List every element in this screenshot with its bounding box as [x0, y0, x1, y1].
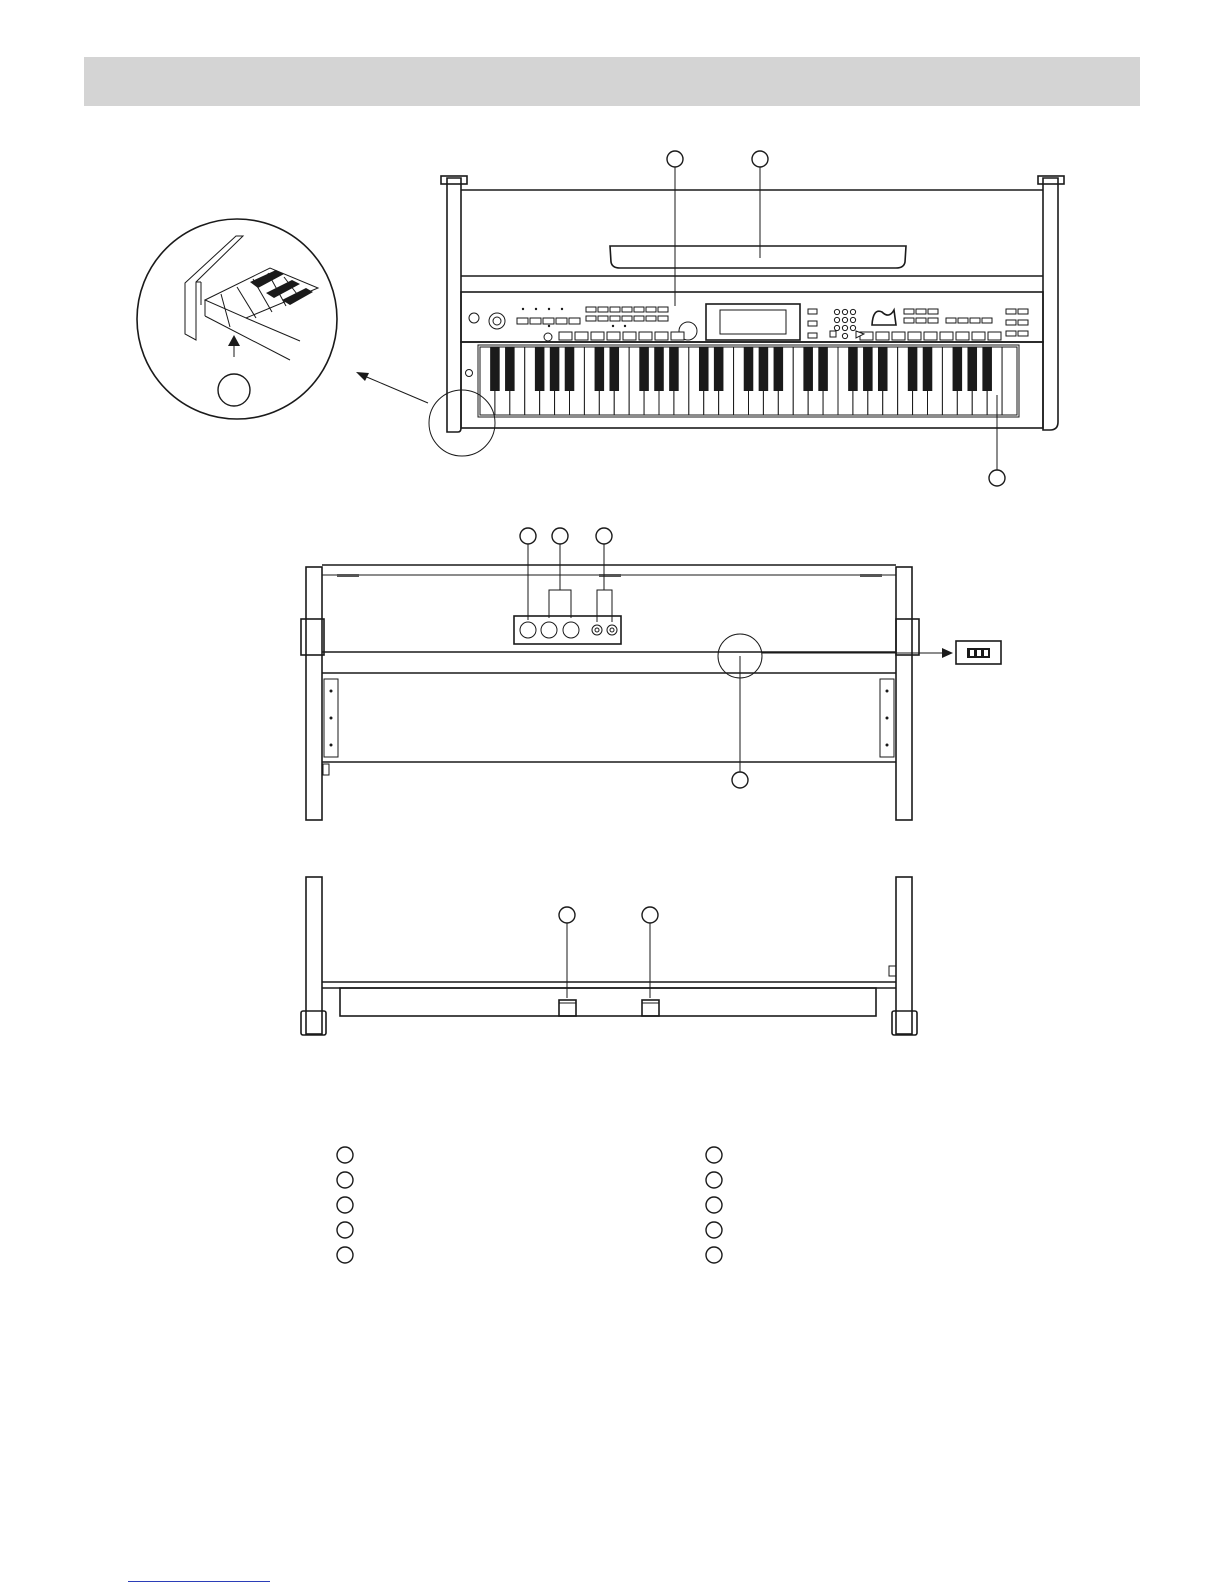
black-key — [505, 347, 515, 391]
arrow-icon — [356, 372, 369, 381]
panel-button — [892, 332, 905, 340]
panel-button — [622, 316, 632, 321]
front-view — [356, 151, 1064, 486]
panel-button — [834, 317, 839, 322]
black-key — [595, 347, 605, 391]
black-key — [953, 347, 963, 391]
keyboard-keys — [480, 347, 1017, 415]
callout-marker — [752, 151, 768, 167]
panel-button — [808, 333, 817, 338]
panel-button — [586, 316, 596, 321]
black-key — [699, 347, 709, 391]
panel-button — [808, 321, 817, 326]
panel-button — [924, 332, 937, 340]
panel-button — [1006, 320, 1016, 325]
panel-button — [850, 325, 855, 330]
right-leg — [896, 567, 912, 820]
panel-button — [1006, 331, 1016, 336]
audio-jack-icon — [607, 625, 617, 635]
headphone-jack-icon — [466, 370, 473, 377]
black-key — [654, 347, 664, 391]
legend-marker — [337, 1197, 353, 1213]
black-key — [848, 347, 858, 391]
panel-button — [634, 316, 644, 321]
panel-button — [916, 318, 926, 323]
callout-marker — [667, 151, 683, 167]
panel-button — [598, 316, 608, 321]
black-key — [744, 347, 754, 391]
panel-button — [958, 318, 968, 323]
footer-link-underline — [128, 1581, 270, 1582]
black-key — [565, 347, 575, 391]
panel-button — [850, 309, 855, 314]
panel-button — [842, 333, 847, 338]
panel-button — [988, 332, 1001, 340]
black-key — [490, 347, 500, 391]
panel-button — [543, 318, 554, 324]
panel-button — [834, 309, 839, 314]
panel-button — [904, 309, 914, 314]
panel-button — [834, 325, 839, 330]
black-key — [609, 347, 619, 391]
panel-button — [607, 332, 620, 340]
black-key — [550, 347, 560, 391]
panel-button — [1006, 309, 1016, 314]
callout-marker — [989, 470, 1005, 486]
callout-marker — [218, 374, 250, 406]
black-key — [669, 347, 679, 391]
panel-button — [842, 309, 847, 314]
legend-marker — [337, 1247, 353, 1263]
panel-button — [830, 331, 836, 337]
panel-button — [972, 332, 985, 340]
logo-icon — [872, 310, 896, 325]
panel-button — [982, 318, 992, 323]
panel-button — [956, 332, 969, 340]
audio-jack-icon — [592, 625, 602, 635]
panel-button — [842, 317, 847, 322]
right-side-post — [1043, 178, 1058, 430]
legend-marker — [337, 1147, 353, 1163]
detail-zoom-marker — [429, 390, 495, 456]
legend-marker — [706, 1172, 722, 1188]
callout-marker — [642, 907, 658, 923]
panel-button — [850, 317, 855, 322]
left-leg — [306, 567, 322, 820]
panel-button — [876, 332, 889, 340]
panel-button — [904, 318, 914, 323]
panel-button — [842, 325, 847, 330]
callout-marker — [596, 528, 612, 544]
panel-button — [646, 307, 656, 312]
panel-button — [591, 332, 604, 340]
legend-marker — [706, 1247, 722, 1263]
panel-button — [658, 307, 668, 312]
midi-port-icon — [563, 622, 579, 638]
pedal-box — [340, 988, 876, 1016]
legend-marker — [706, 1197, 722, 1213]
black-key — [923, 347, 933, 391]
panel-button — [598, 307, 608, 312]
indicator-led — [522, 308, 524, 310]
panel-button — [622, 307, 632, 312]
panel-button — [517, 318, 528, 324]
rear-jack-panel — [514, 616, 621, 644]
panel-button — [634, 307, 644, 312]
left-side-post — [447, 178, 461, 432]
black-key — [908, 347, 918, 391]
panel-button — [575, 332, 588, 340]
legend-marker — [337, 1222, 353, 1238]
arrow-up-icon — [228, 335, 240, 346]
panel-button — [623, 332, 636, 340]
music-rest — [610, 246, 906, 268]
panel-button — [586, 307, 596, 312]
panel-button — [544, 333, 552, 341]
panel-button — [610, 307, 620, 312]
callout-marker — [520, 528, 536, 544]
panel-button — [808, 309, 817, 314]
panel-button — [569, 318, 580, 324]
panel-button — [940, 332, 953, 340]
legend — [337, 1147, 722, 1263]
volume-knob-icon — [489, 313, 505, 329]
black-key — [639, 347, 649, 391]
indicator-led — [548, 308, 550, 310]
legend-marker — [706, 1147, 722, 1163]
panel-button — [646, 316, 656, 321]
pedal — [559, 1000, 576, 1016]
arrow-icon — [942, 648, 953, 658]
panel-button — [655, 332, 668, 340]
legend-marker — [706, 1222, 722, 1238]
black-key — [818, 347, 828, 391]
indicator-led — [612, 325, 614, 327]
black-key — [878, 347, 888, 391]
panel-button — [556, 318, 567, 324]
callout-marker — [552, 528, 568, 544]
panel-button — [928, 318, 938, 323]
callout-marker — [732, 772, 748, 788]
panel-button — [946, 318, 956, 323]
callout-marker — [559, 907, 575, 923]
white-key — [1002, 347, 1017, 415]
rear-view — [301, 528, 1001, 820]
black-key — [535, 347, 545, 391]
panel-button — [1018, 320, 1028, 325]
legend-marker — [337, 1172, 353, 1188]
indicator-led — [624, 325, 626, 327]
black-key — [863, 347, 873, 391]
panel-button — [928, 309, 938, 314]
black-key — [982, 347, 992, 391]
black-key — [967, 347, 977, 391]
panel-button — [1018, 309, 1028, 314]
midi-port-icon — [541, 622, 557, 638]
pedal-view — [301, 877, 917, 1035]
panel-button — [908, 332, 921, 340]
black-key — [803, 347, 813, 391]
panel-button — [559, 332, 572, 340]
black-key — [759, 347, 769, 391]
indicator-led — [548, 325, 550, 327]
panel-button — [530, 318, 541, 324]
indicator-led — [535, 308, 537, 310]
panel-button — [639, 332, 652, 340]
power-knob-icon — [469, 313, 479, 323]
panel-button — [610, 316, 620, 321]
pedal — [642, 1000, 659, 1016]
key-detail-view — [137, 219, 337, 419]
panel-button — [916, 309, 926, 314]
black-key — [714, 347, 724, 391]
panel-button — [671, 332, 684, 340]
panel-button — [1018, 331, 1028, 336]
panel-button — [970, 318, 980, 323]
panel-buttons — [517, 307, 1028, 341]
black-key — [774, 347, 784, 391]
panel-button — [658, 316, 668, 321]
midi-port-icon — [520, 622, 536, 638]
indicator-led — [561, 308, 563, 310]
